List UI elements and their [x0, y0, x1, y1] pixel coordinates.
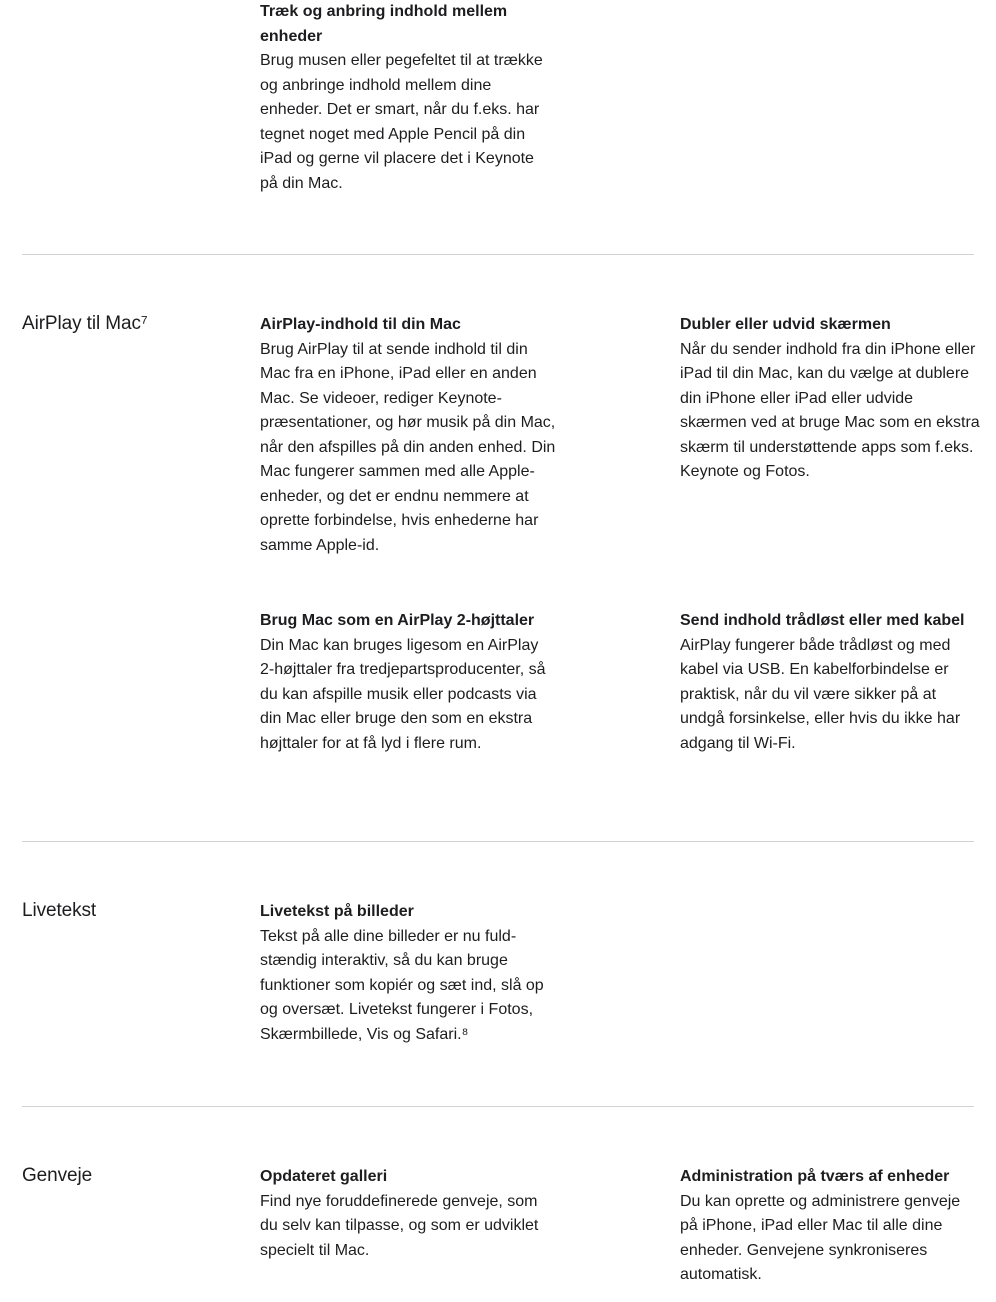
feature-heading: Send indhold trådløst eller med kabel: [680, 612, 965, 629]
feature-item: [260, 900, 556, 1047]
feature-body: Find nye foruddefinerede genveje, som du selv kan tilpasse, og som er udviklet specielt til Mac.: [260, 1192, 539, 1259]
section-title: Genveje: [22, 1165, 93, 1186]
section-divider: [22, 841, 974, 842]
feature-item: [680, 1165, 980, 1288]
feature-item: [260, 609, 556, 756]
feature-item: [680, 609, 980, 756]
feature-item: [260, 313, 556, 558]
feature-heading: Livetekst på billeder: [260, 903, 414, 920]
feature-body: Brug musen eller pegefeltet til at trække og anbringe indhold mellem dine enheder. Det er smart, når du f.eks. har tegnet noget med Apple Pencil på din iPad og gerne vil placere det i Keynote på din Mac.: [260, 52, 543, 192]
section-title: Livetekst: [22, 900, 97, 921]
feature-body: Brug AirPlay til at sende indhold til din Mac fra en iPhone, iPad eller en anden Mac. Se videoer, rediger Keynote-præsentationer, og hør musik på din Mac, når den afspilles på din anden enhed. Din Mac fungerer sammen med alle Apple-enheder, og det er endnu nemmere at oprette forbindelse, hvis enhederne har samme Apple-id.: [260, 340, 556, 554]
feature-heading: Opdateret galleri: [260, 1168, 388, 1185]
feature-body: Du kan oprette og administrere genveje på iPhone, iPad eller Mac til alle dine enheder. Genvejene synkroniseres automatisk.: [680, 1192, 961, 1283]
feature-body: Din Mac kan bruges ligesom en AirPlay 2-højttaler fra tredjepartsproducenter, så du kan afspille musik eller podcasts via din Mac eller bruge den som en ekstra højttaler for at få lyd i flere rum.: [260, 636, 546, 752]
feature-heading: AirPlay-indhold til din Mac: [260, 316, 461, 333]
feature-body: Tekst på alle dine billeder er nu fuld-stændig interaktiv, så du kan bruge funktioner som kopiér og sæt ind, slå op og oversæt. Livetekst fungerer i Fotos, Skærmbillede, Vis og Safari.⁸: [260, 927, 544, 1043]
feature-heading: Træk og anbring indhold mellem enheder: [260, 3, 508, 45]
feature-item: [680, 313, 980, 485]
feature-heading: Dubler eller udvid skærmen: [680, 316, 891, 333]
feature-item: [260, 0, 556, 196]
feature-heading: Brug Mac som en AirPlay 2-højttaler: [260, 612, 535, 629]
feature-item: [260, 1165, 556, 1263]
section-title: AirPlay til Mac⁷: [22, 313, 148, 334]
feature-heading: Administration på tværs af enheder: [680, 1168, 950, 1185]
feature-body: Når du sender indhold fra din iPhone eller iPad til din Mac, kan du vælge at dublere din iPhone eller iPad eller udvide skærmen ved at bruge Mac som en ekstra skærm til understøttende apps som f.eks. Keynote og Fotos.: [680, 340, 980, 480]
section-divider: [22, 1106, 974, 1107]
feature-body: AirPlay fungerer både trådløst og med kabel via USB. En kabelforbindelse er praktisk, når du vil være sikker på at undgå forsinkelse, eller hvis du ikke har adgang til Wi-Fi.: [680, 636, 961, 752]
section-divider: [22, 254, 974, 255]
